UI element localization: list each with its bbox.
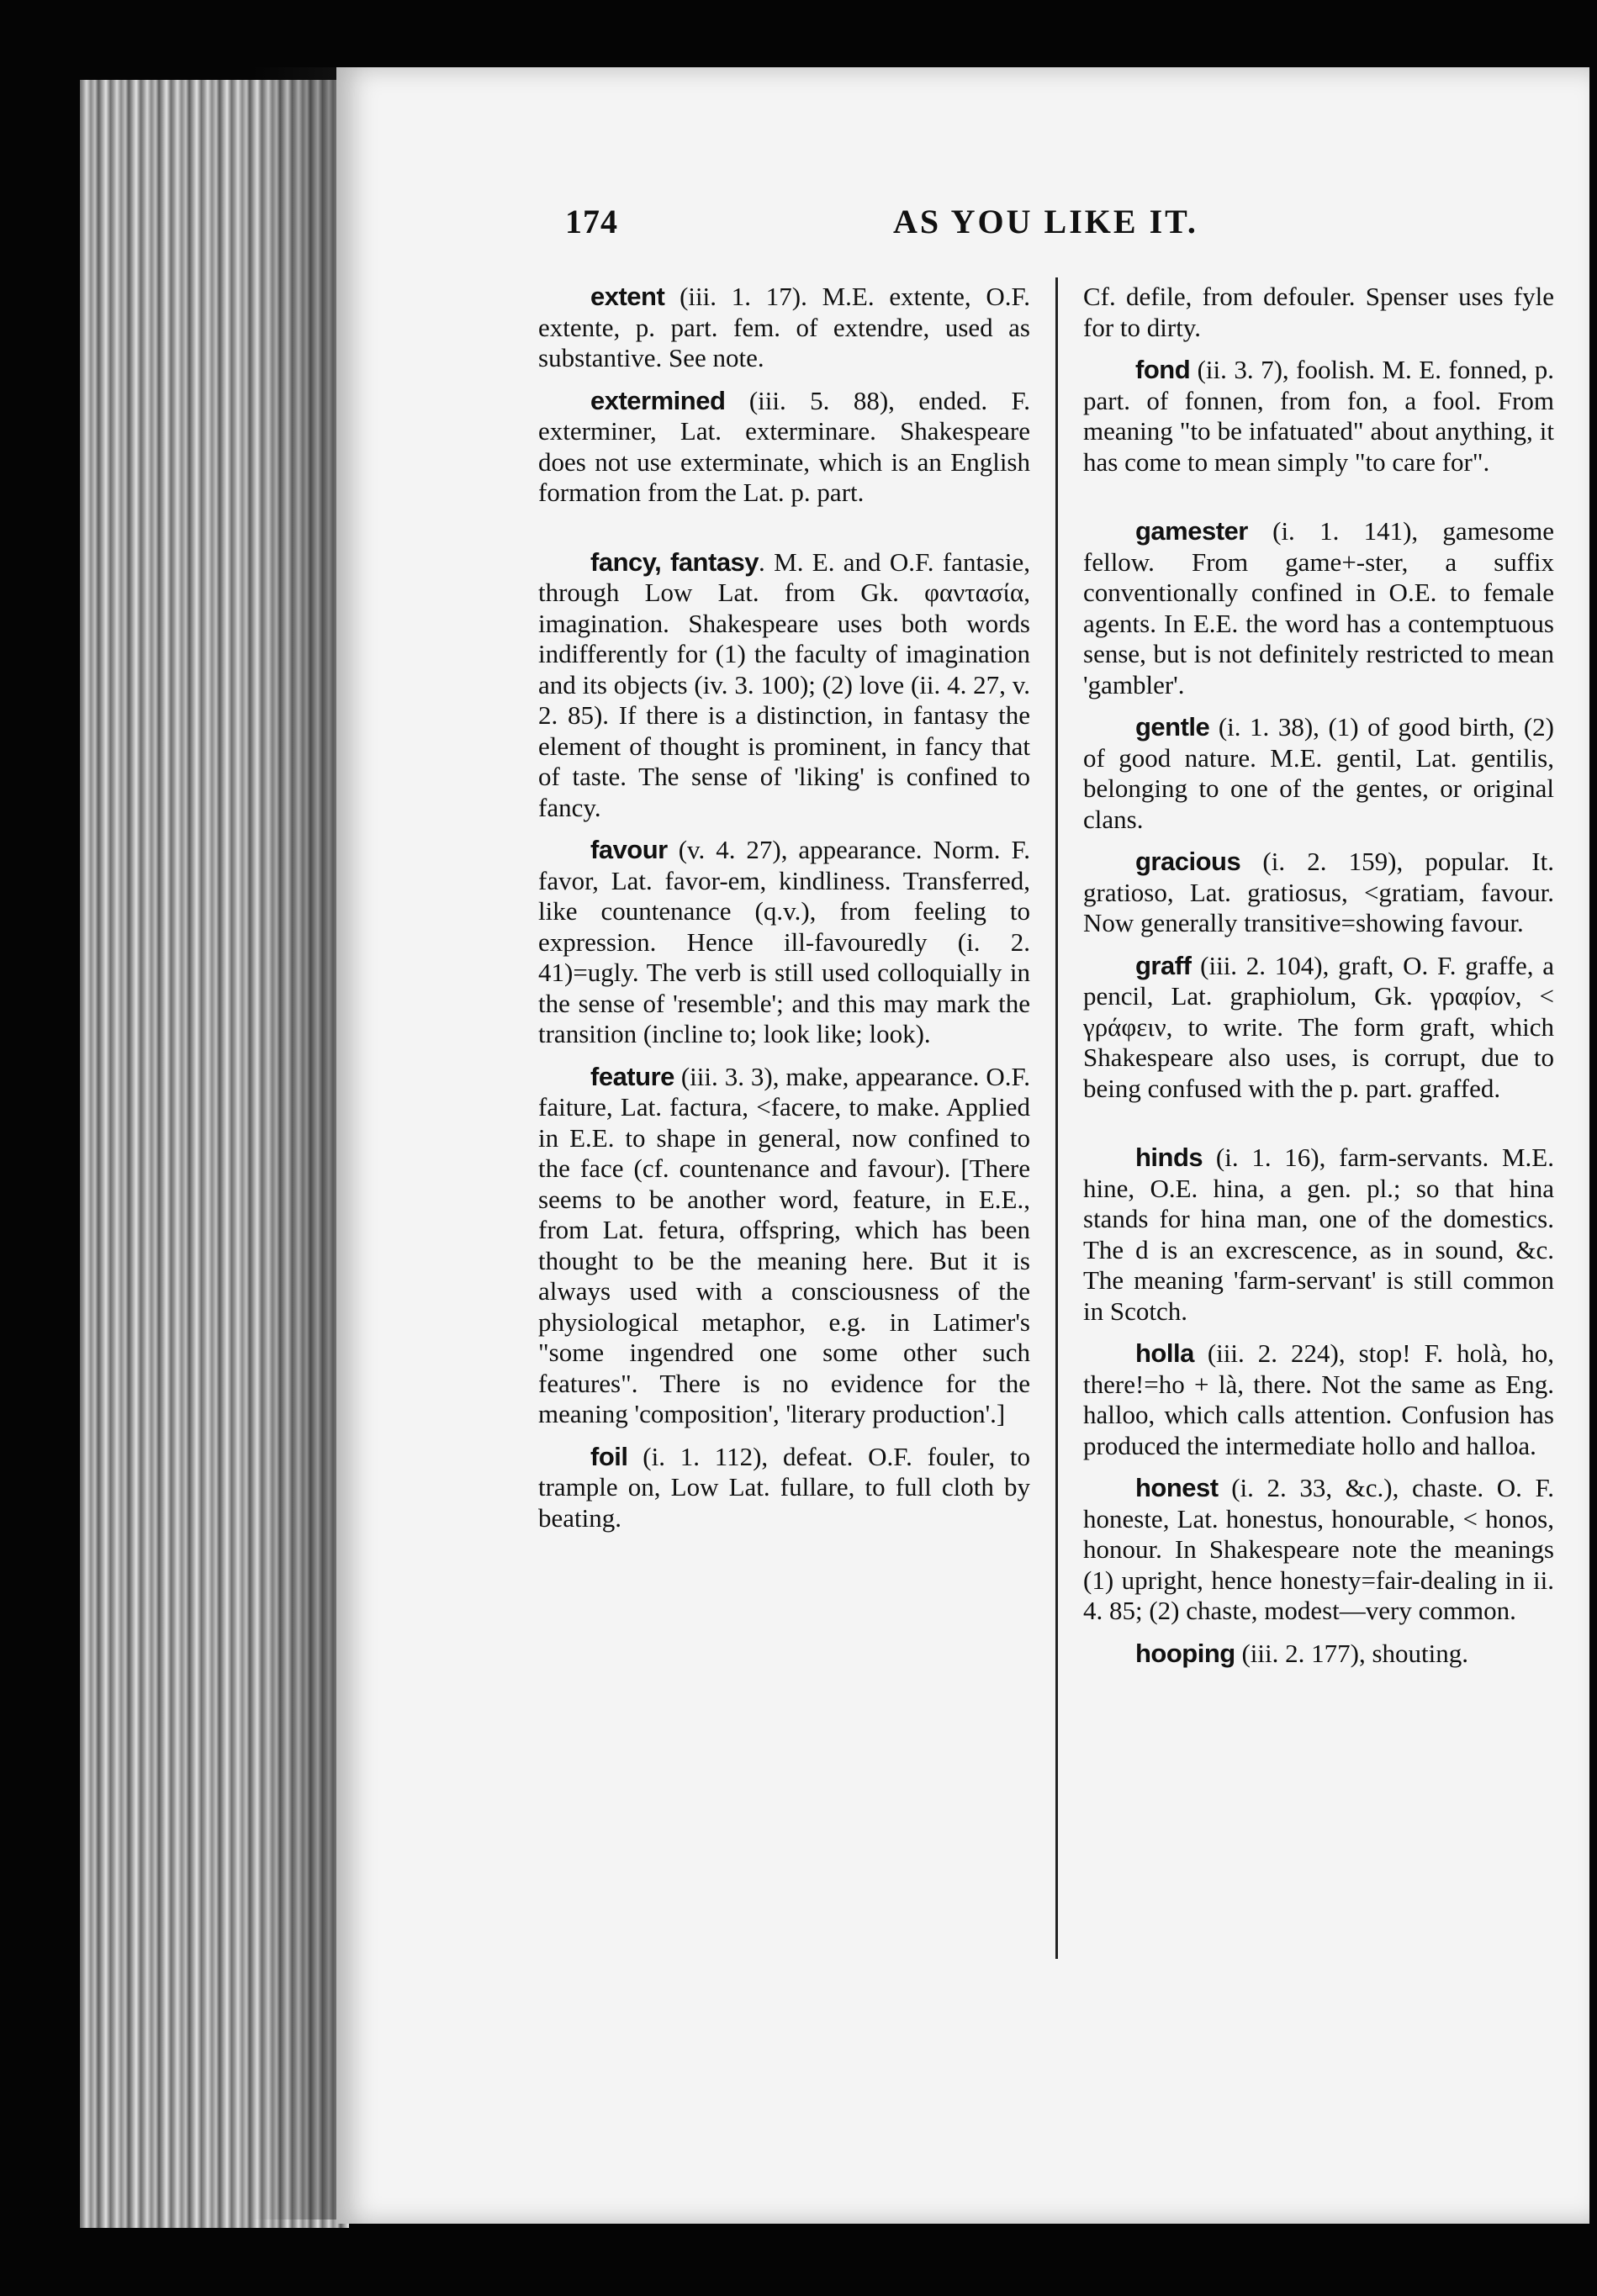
entry-definition: (i. 1. 38), (1) of good birth, (2) of good nature. M.E. gentil, Lat. gentilis, belonging to one of the gentes, or original clans. <box>1083 712 1561 834</box>
entry-headword: favour <box>590 835 668 864</box>
right-column <box>1083 282 1561 1681</box>
entry-definition: . M. E. and O.F. fantasie, through Low Lat. from Gk. φαντασία, imagination. Shakespeare uses both words indifferently for (1) the faculty of imagination and its objects (iv. 3. 100); (2) love (ii. 4. 27, v. 2. 85). If there is a distinction, in fantasy the element of thought is prominent, in fancy that of taste. The sense of 'liking' is confined to fancy. <box>538 546 1037 822</box>
entry-headword: fond <box>1135 355 1191 384</box>
entry-definition: (iii. 5. 88), ended. F. exterminer, Lat. exterminare. Shakespeare does not use exterminate, which is an English formation from the Lat. p. part. <box>538 385 1037 507</box>
entry-headword: feature <box>590 1061 674 1091</box>
glossary-entry <box>1083 712 1561 835</box>
glossary-entry <box>538 835 1037 1050</box>
glossary-entry <box>1083 1639 1554 1670</box>
glossary-entry <box>538 282 1037 374</box>
entry-headword: hooping <box>1135 1638 1235 1668</box>
glossary-entry <box>1083 282 1561 343</box>
entry-headword: gamester <box>1135 516 1248 546</box>
glossary-entry <box>1083 950 1561 1105</box>
entry-definition: (i. 1. 112), defeat. O.F. fouler, to trample on, Low Lat. fullare, to full cloth by beating. <box>538 1441 1037 1533</box>
entry-definition: (v. 4. 27), appearance. Norm. F. favor, Lat. favor-em, kindliness. Transferred, like countenance (q.v.), from feeling to expression. Hence ill-favouredly (i. 2. 41)=ugly. The verb is still used colloquially in the sense of 'resemble'; and this may mark the transition (incline to; look like; look). <box>538 835 1037 1048</box>
entry-headword: hinds <box>1135 1143 1203 1172</box>
entry-definition: (i. 2. 33, &c.), chaste. O. F. honeste, Lat. honestus, honourable, < honos, honour. In Shakespeare note the meanings (1) upright, hence honesty=fair-dealing in ii. 4. 85; (2) chaste, modest—very common. <box>1083 1473 1561 1625</box>
entry-definition: (i. 2. 159), popular. It. gratioso, Lat. gratiosus, <gratiam, favour. Now generally transitive=showing favour. <box>1083 847 1561 937</box>
entry-definition: (iii. 2. 104), graft, O. F. graffe, a pencil, Lat. graphiolum, Gk. γραφίον, < γράφειν, to write. The form graft, which Shakespeare also uses, is corrupt, due to being confused with the p. part. graffed. <box>1083 950 1561 1103</box>
entry-headword: extermined <box>590 385 726 415</box>
entry-definition: (ii. 3. 7), foolish. M. E. fonned, p. part. of fonnen, from fon, a fool. From meaning "to be infatuated" about anything, it has come to mean simply "to care for". <box>1083 355 1561 477</box>
entry-headword: gracious <box>1135 847 1241 876</box>
entry-definition: Cf. defile, from defouler. Spenser uses fyle for to dirty. <box>1083 282 1561 342</box>
glossary-entry <box>538 546 1037 824</box>
glossary-entry <box>1083 847 1561 939</box>
glossary-entry <box>538 1061 1037 1430</box>
page-number: 174 <box>565 203 618 240</box>
running-title: AS YOU LIKE IT. <box>893 203 1198 240</box>
entry-definition: (iii. 2. 224), stop! F. holà, ho, there!=ho + là, there. Not the same as Eng. halloo, which calls attention. Confusion has produced the intermediate hollo and halloa. <box>1083 1338 1561 1460</box>
entry-headword: graff <box>1135 950 1192 980</box>
entry-definition: (i. 1. 141), gamesome fellow. From game+-ster, a suffix conventionally confined in O.E. to female agents. In E.E. the word has a contemptuous sense, but is not definitely restricted to mean 'gambler'. <box>1083 516 1561 699</box>
column-divider <box>1055 277 1058 1959</box>
entry-headword: gentle <box>1135 712 1210 742</box>
entry-definition: (iii. 3. 3), make, appearance. O.F. faiture, Lat. factura, <facere, to make. Applied in E.E. to shape in general, now confined to the face (cf. countenance and favour). [There seems to be another word, feature, in E.E., from Lat. fetura, offspring, which has been thought to be the meaning here. But it is always used with a consciousness of the physiological metaphor, e.g. in Latimer's "some ingendred one some other such features". There is no evidence for the meaning 'composition', 'literary production'.] <box>538 1061 1037 1428</box>
page-header <box>565 202 1440 252</box>
glossary-entry <box>1083 1143 1561 1327</box>
glossary-entry <box>1083 516 1561 700</box>
entry-definition: (i. 1. 16), farm-servants. M.E. hine, O.E. hina, a gen. pl.; so that hina stands for hina man, one of the domestics. The d is an excrescence, as in sound, &c. The meaning 'farm-servant' is still common in Scotch. <box>1083 1143 1561 1326</box>
entry-headword: foil <box>590 1441 628 1471</box>
entry-headword: fancy, fantasy <box>590 546 759 577</box>
entry-headword: honest <box>1135 1473 1219 1502</box>
glossary-entry <box>1083 355 1561 478</box>
left-column <box>538 282 1037 1545</box>
glossary-entry <box>1083 1473 1561 1627</box>
glossary-entry <box>538 385 1037 509</box>
entry-definition: (iii. 1. 17). M.E. extente, O.F. extente, p. part. fem. of extendre, used as substantive. See note. <box>538 282 1037 372</box>
entry-headword: extent <box>590 282 665 311</box>
glossary-entry <box>1083 1338 1561 1461</box>
entry-definition: (iii. 2. 177), shouting. <box>1235 1638 1469 1668</box>
entry-headword: holla <box>1135 1338 1194 1368</box>
glossary-entry <box>538 1441 1037 1534</box>
